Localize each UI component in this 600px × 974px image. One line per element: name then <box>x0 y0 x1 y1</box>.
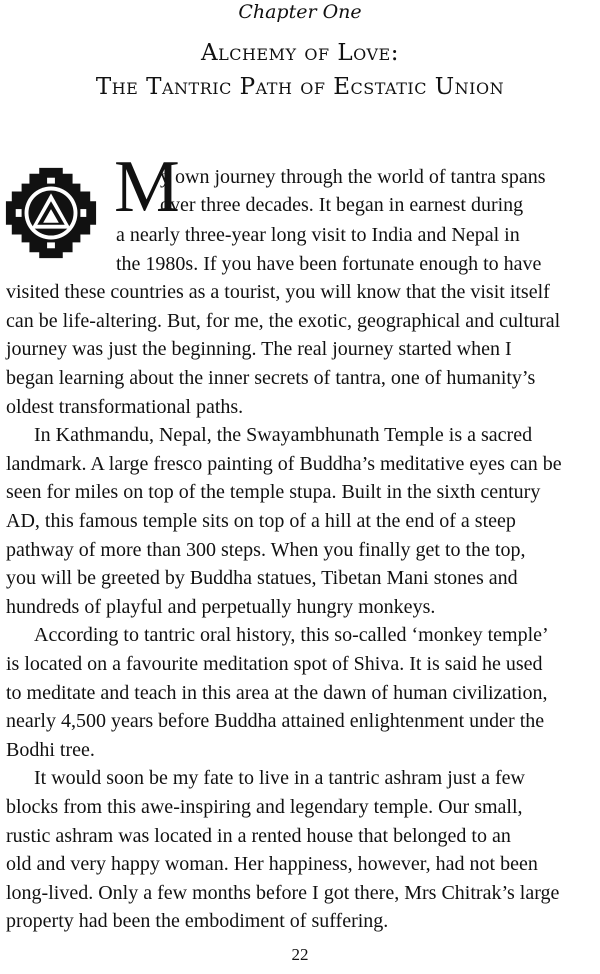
chapter-label: Chapter One <box>238 1 362 23</box>
text-line: AD, this famous temple sits on top of a hill at the end of a steep <box>6 510 516 532</box>
text-line: is located on a favourite meditation spot of Shiva. It is said he used <box>6 653 543 675</box>
drop-cap: M <box>114 146 180 228</box>
text-line: over three decades. It began in earnest during <box>160 194 524 216</box>
text-line: nearly 4,500 years before Buddha attained enlightenment under the <box>6 710 545 733</box>
text-line: In Kathmandu, Nepal, the Swayambhunath Temple is a sacred <box>34 424 533 447</box>
text-line: a nearly three-year long visit to India and Nepal in <box>116 224 520 246</box>
chapter-title-line-1: Alchemy of Love: <box>201 40 399 66</box>
text-line: Bodhi tree. <box>6 738 95 761</box>
text-line: pathway of more than 300 steps. When you finally get to the top, <box>6 538 526 561</box>
text-line: property had been the embodiment of suffering. <box>6 910 389 933</box>
yantra-ornament-icon <box>2 164 100 262</box>
text-line: can be life-altering. But, for me, the exotic, geographical and cultural <box>6 309 561 332</box>
text-line: you will be greeted by Buddha statues, Tibetan Mani stones and <box>6 567 518 590</box>
text-line: According to tantric oral history, this so-called ‘monkey temple’ <box>34 624 549 647</box>
text-line: landmark. A large fresco painting of Buddha’s meditative eyes can be <box>6 452 562 475</box>
text-line: seen for miles on top of the temple stupa. Built in the sixth century <box>6 481 541 504</box>
text-line: visited these countries as a tourist, you will know that the visit itself <box>6 281 550 304</box>
text-line: y own journey through the world of tantra spans <box>160 166 546 188</box>
text-line: blocks from this awe-inspiring and legendary temple. Our small, <box>6 796 523 818</box>
text-line: It would soon be my fate to live in a tantric ashram just a few <box>34 767 525 790</box>
chapter-title-line-2: The Tantric Path of Ecstatic Union <box>95 74 505 100</box>
text-line: hundreds of playful and perpetually hungry monkeys. <box>6 595 436 618</box>
text-line: to meditate and teach in this area at the dawn of human civilization, <box>6 681 548 704</box>
text-line: journey was just the beginning. The real journey started when I <box>6 338 512 361</box>
text-line: long-lived. Only a few months before I got there, Mrs Chitrak’s large <box>6 881 560 904</box>
page-number: 22 <box>291 945 309 964</box>
text-line: oldest transformational paths. <box>6 395 244 418</box>
text-line: rustic ashram was located in a rented house that belonged to an <box>6 824 511 847</box>
text-line: old and very happy woman. Her happiness, however, had not been <box>6 853 538 876</box>
text-line: the 1980s. If you have been fortunate enough to have <box>116 252 542 275</box>
text-line: began learning about the inner secrets of tantra, one of humanity’s <box>6 367 536 389</box>
